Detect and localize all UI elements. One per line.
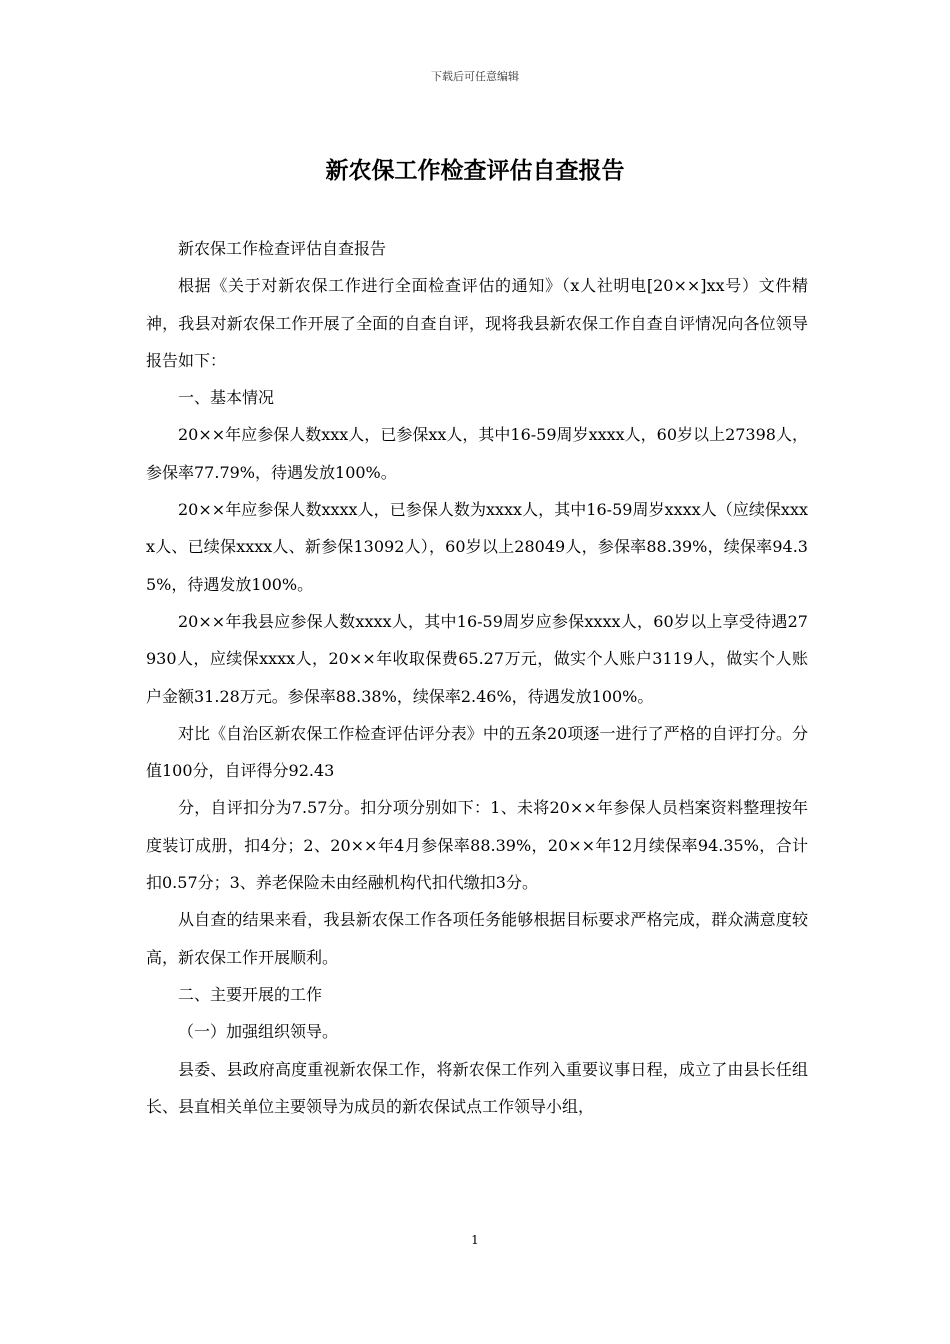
body-paragraph: 根据《关于对新农保工作进行全面检查评估的通知》（x人社明电[20××]xx号）文件精神，我县对新农保工作开展了全面的自查自评，现将我县新农保工作自查自评情况向各位领导报告如下： [146,276,808,370]
body-paragraph: 对比《自治区新农保工作检查评估评分表》中的五条20项逐一进行了严格的自评打分。分值100分，自评得分92.43 [146,723,808,781]
body-paragraph: 20××年应参保人数xxx人，已参保xx人，其中16-59周岁xxxx人，60岁以上27398人，参保率77.79%，待遇发放100%。 [146,425,808,482]
document-title: 新农保工作检查评估自查报告 [325,158,625,184]
body-paragraph: 分，自评扣分为7.57分。扣分项分别如下：1、未将20××年参保人员档案资料整理按年度装订成册，扣4分；2、20××年4月参保率88.39%，20××年12月续保率94.35%，合计扣0.57分；3、养老保险未由经融机构代扣代缴扣3分。 [146,798,808,893]
body-paragraph: 20××年应参保人数xxxx人，已参保人数为xxxx人，其中16-59周岁xxxx人（应续保xxxx人、已续保xxxx人、新参保13092人），60岁以上28049人，参保率88.39%，续保率94.35%，待遇发放100%。 [146,500,808,594]
body-paragraph: 县委、县政府高度重视新农保工作，将新农保工作列入重要议事日程，成立了由县长任组长、县直相关单位主要领导为成员的新农保试点工作领导小组， [146,1059,808,1116]
body-paragraph: 20××年我县应参保人数xxxx人，其中16-59周岁应参保xxxx人，60岁以上享受待遇27930人，应续保xxxx人，20××年收取保费65.27万元，做实个人账户3119人，做实个人账户金额31.28万元。参保率88.38%，续保率2.46%，待遇发放100%。 [146,611,808,706]
header-note: 下载后可任意编辑 [431,70,519,83]
document-body [146,230,808,1125]
section-heading: 二、主要开展的工作 [178,984,323,1004]
page-number: 1 [471,1233,479,1247]
body-paragraph: 新农保工作检查评估自查报告 [178,239,387,258]
section-heading: 一、基本情况 [178,388,275,408]
body-paragraph: 从自查的结果来看，我县新农保工作各项任务能够根据目标要求严格完成，群众满意度较高，新农保工作开展顺利。 [146,910,808,967]
subsection-heading: （一）加强组织领导。 [178,1022,339,1042]
